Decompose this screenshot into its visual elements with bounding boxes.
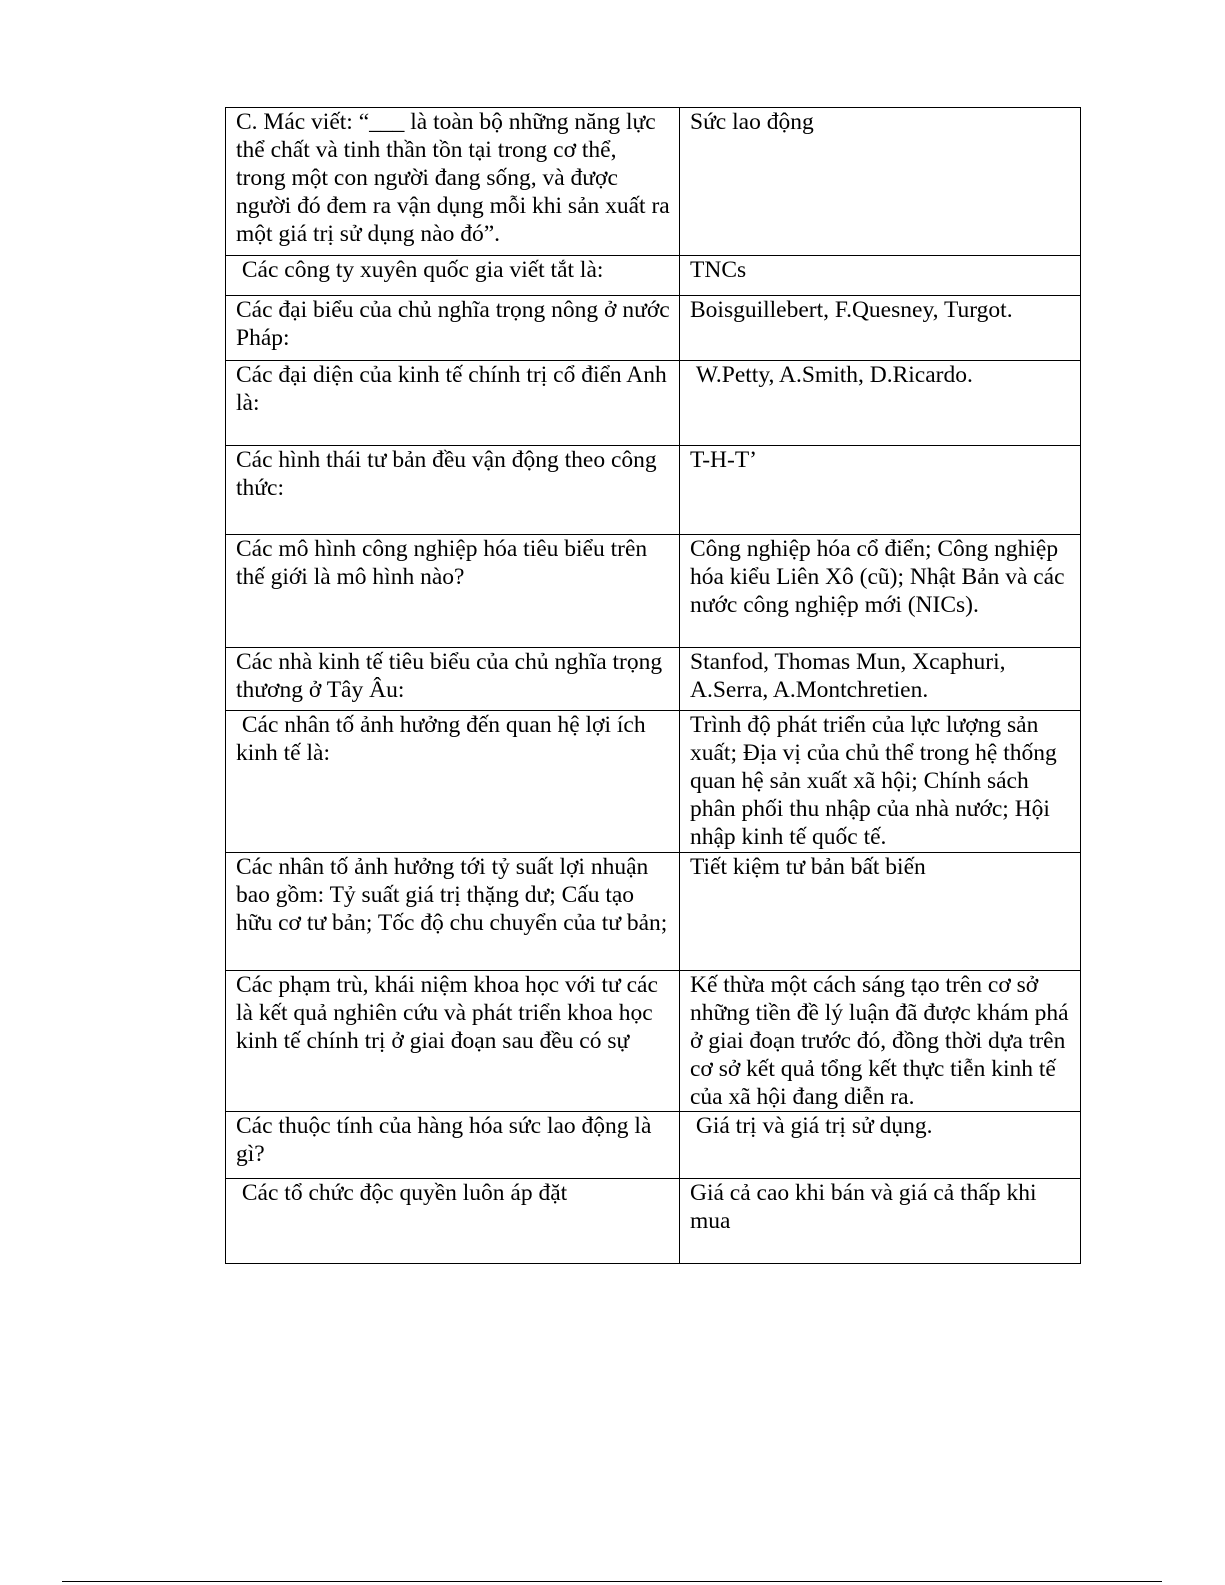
table-row <box>226 853 1081 971</box>
table-row <box>226 1179 1081 1264</box>
answer-cell: T-H-T’ <box>680 446 1081 535</box>
question-cell: Các nhà kinh tế tiêu biểu của chủ nghĩa trọng thương ở Tây Âu: <box>226 648 680 711</box>
answer-cell: Công nghiệp hóa cổ điển; Công nghiệp hóa kiểu Liên Xô (cũ); Nhật Bản và các nước công nghiệp mới (NICs). <box>680 535 1081 648</box>
answer-cell: Kế thừa một cách sáng tạo trên cơ sở những tiền đề lý luận đã được khám phá ở giai đoạn trước đó, đồng thời dựa trên cơ sở kết quả tổng kết thực tiễn kinh tế của xã hội đang diễn ra. <box>680 971 1081 1112</box>
table-row <box>226 971 1081 1112</box>
answer-cell: Giá cả cao khi bán và giá cả thấp khi mua <box>680 1179 1081 1264</box>
table-row <box>226 535 1081 648</box>
table-row <box>226 711 1081 853</box>
question-cell: C. Mác viết: “___ là toàn bộ những năng lực thể chất và tinh thần tồn tại trong cơ thể, trong một con người đang sống, và được người đó đem ra vận dụng mỗi khi sản xuất ra một giá trị sử dụng nào đó”. <box>226 108 680 256</box>
table-row <box>226 256 1081 296</box>
table-row <box>226 296 1081 361</box>
answer-cell: TNCs <box>680 256 1081 296</box>
question-cell: Các thuộc tính của hàng hóa sức lao động là gì? <box>226 1112 680 1179</box>
question-cell: Các đại diện của kinh tế chính trị cổ điển Anh là: <box>226 361 680 446</box>
question-cell: Các phạm trù, khái niệm khoa học với tư các là kết quả nghiên cứu và phát triển khoa học kinh tế chính trị ở giai đoạn sau đều có sự <box>226 971 680 1112</box>
question-cell: Các công ty xuyên quốc gia viết tắt là: <box>226 256 680 296</box>
table-row <box>226 361 1081 446</box>
answer-cell: Stanfod, Thomas Mun, Xcaphuri, A.Serra, A.Montchretien. <box>680 648 1081 711</box>
answer-cell: Giá trị và giá trị sử dụng. <box>680 1112 1081 1179</box>
qa-table <box>225 107 1081 1264</box>
page-bottom-rule <box>62 1581 1162 1582</box>
table-row <box>226 108 1081 256</box>
question-cell: Các tổ chức độc quyền luôn áp đặt <box>226 1179 680 1264</box>
question-cell: Các hình thái tư bản đều vận động theo công thức: <box>226 446 680 535</box>
answer-cell: Boisguillebert, F.Quesney, Turgot. <box>680 296 1081 361</box>
answer-cell: Tiết kiệm tư bản bất biến <box>680 853 1081 971</box>
table-row <box>226 648 1081 711</box>
question-cell: Các nhân tố ảnh hưởng tới tỷ suất lợi nhuận bao gồm: Tỷ suất giá trị thặng dư; Cấu tạo hữu cơ tư bản; Tốc độ chu chuyển của tư bản; <box>226 853 680 971</box>
answer-cell: Trình độ phát triển của lực lượng sản xuất; Địa vị của chủ thể trong hệ thống quan hệ sản xuất xã hội; Chính sách phân phối thu nhập của nhà nước; Hội nhập kinh tế quốc tế. <box>680 711 1081 853</box>
question-cell: Các đại biểu của chủ nghĩa trọng nông ở nước Pháp: <box>226 296 680 361</box>
table-row <box>226 1112 1081 1179</box>
answer-cell: Sức lao động <box>680 108 1081 256</box>
question-cell: Các mô hình công nghiệp hóa tiêu biểu trên thế giới là mô hình nào? <box>226 535 680 648</box>
answer-cell: W.Petty, A.Smith, D.Ricardo. <box>680 361 1081 446</box>
table-row <box>226 446 1081 535</box>
question-cell: Các nhân tố ảnh hưởng đến quan hệ lợi ích kinh tế là: <box>226 711 680 853</box>
